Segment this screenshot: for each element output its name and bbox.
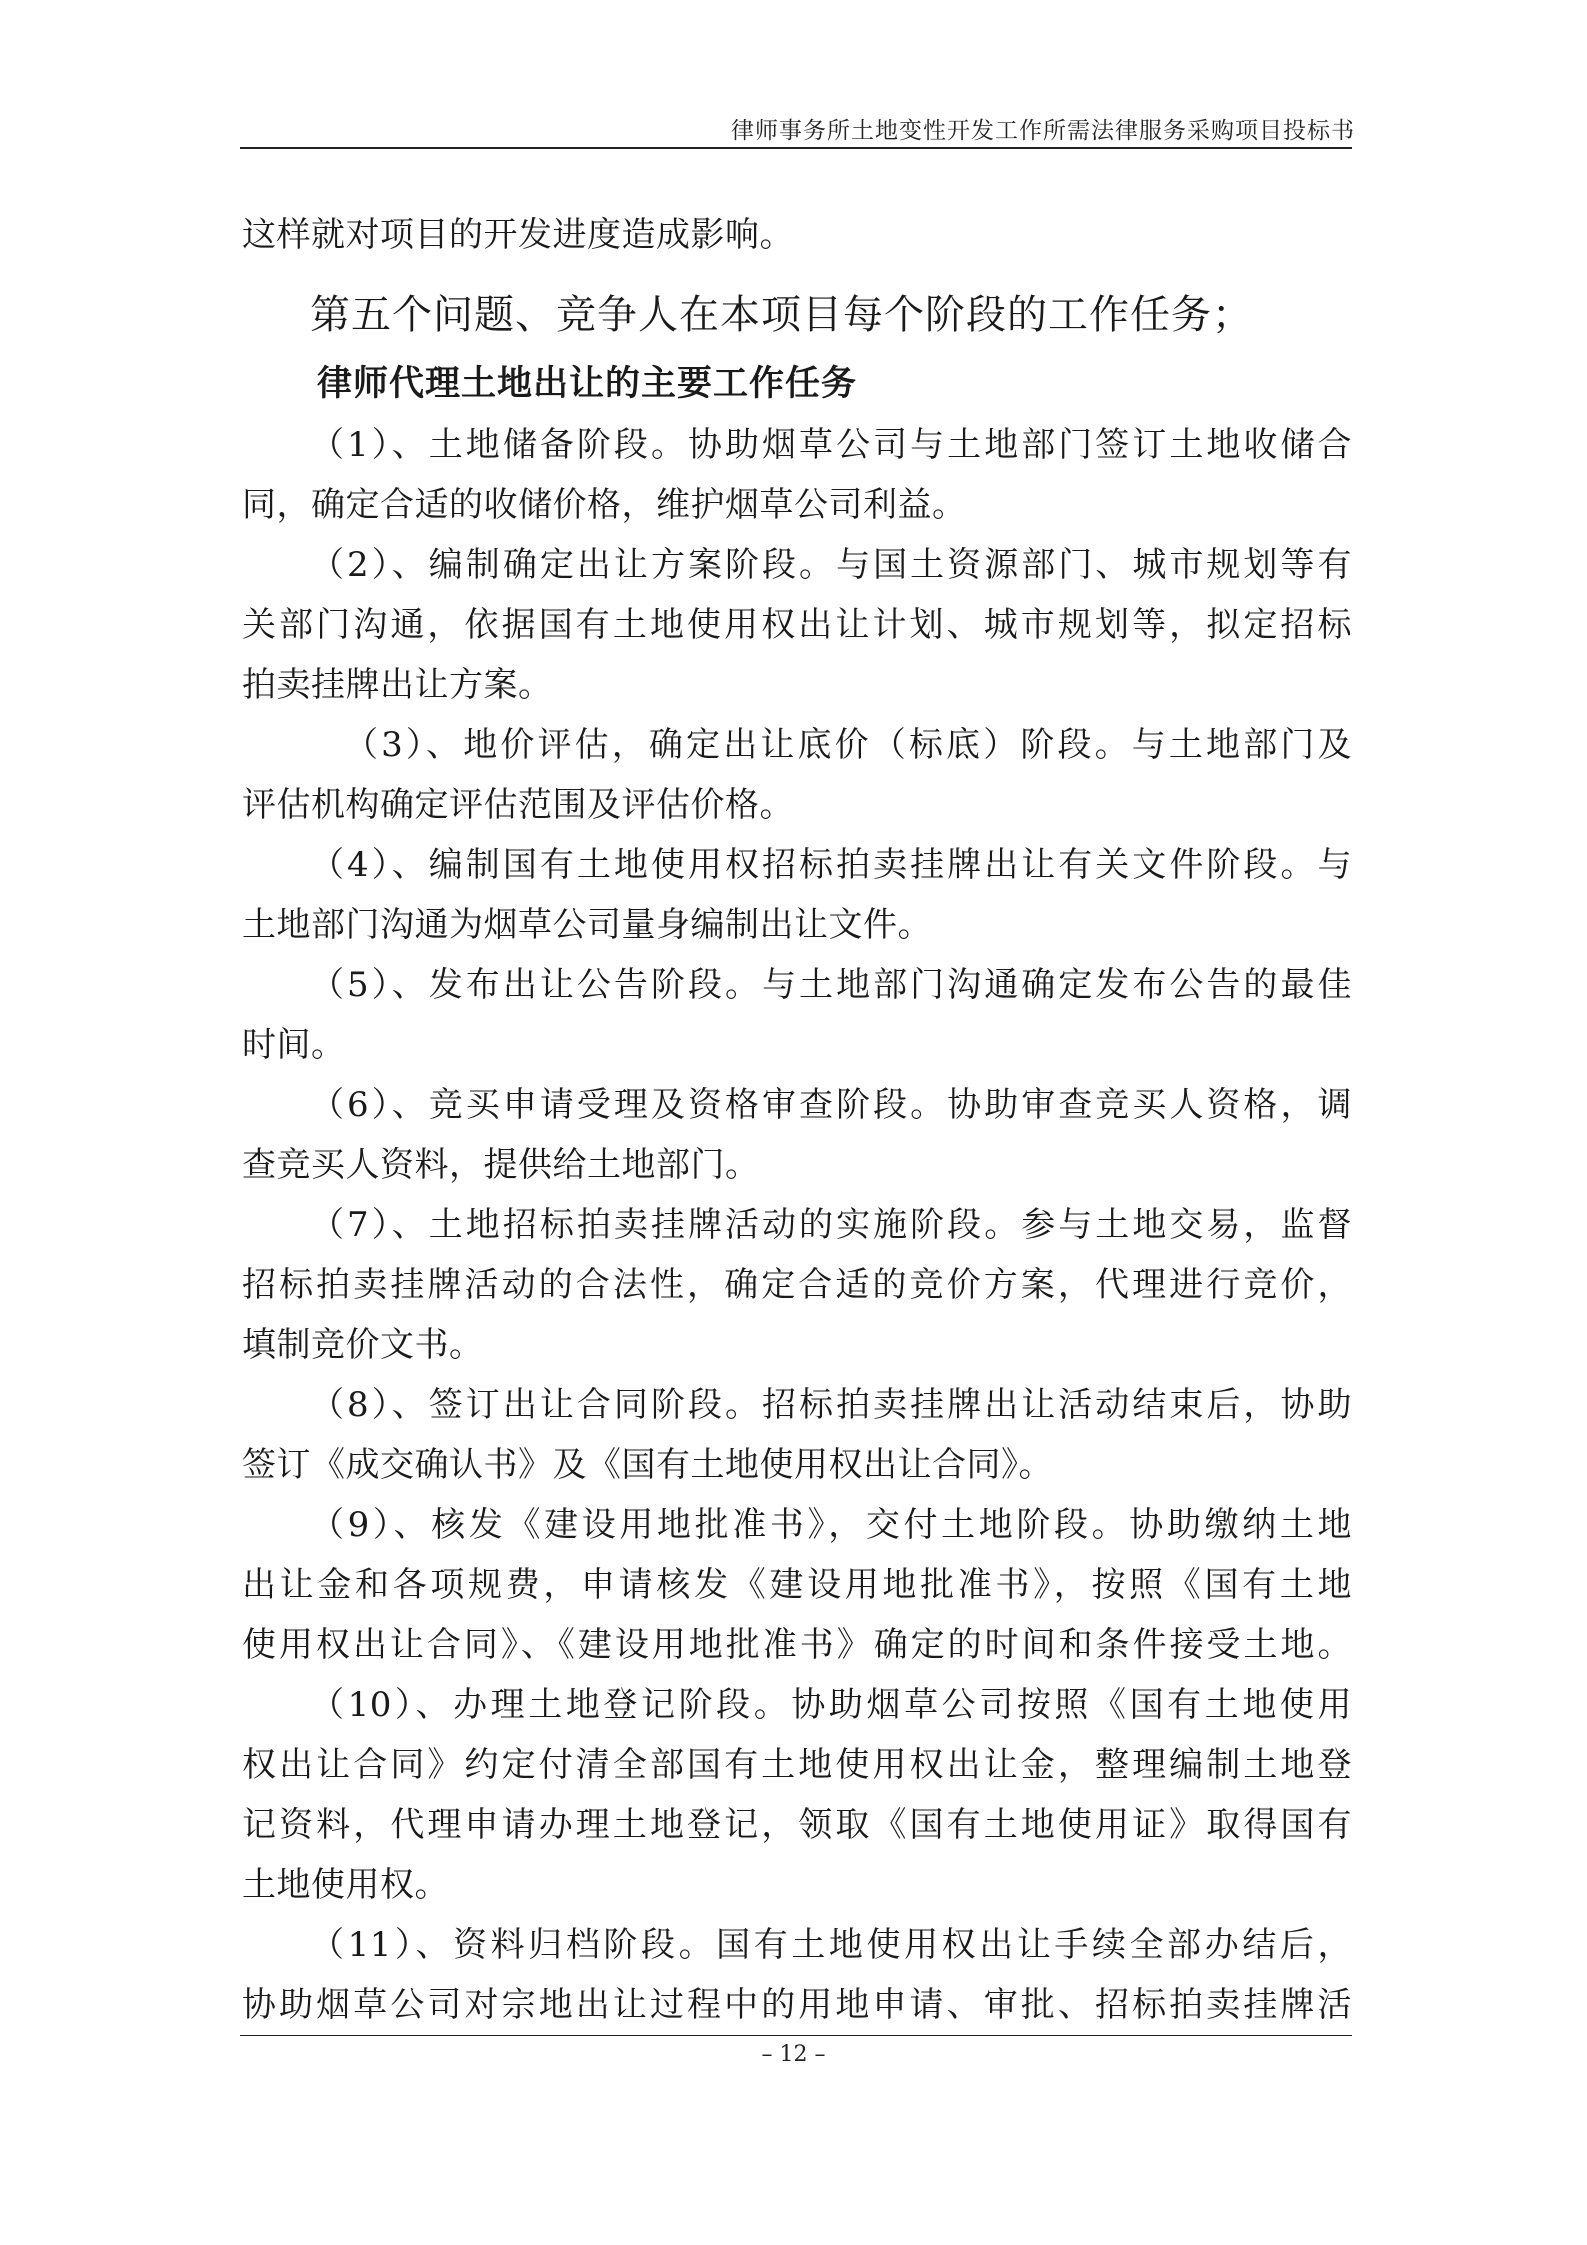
text-line: 土地使用权。 [242, 1865, 449, 1905]
header-divider [240, 147, 1352, 149]
section-subheading: 律师代理土地出让的主要工作任务 [317, 363, 858, 404]
text-line: 出让金和各项规费，申请核发《建设用地批准书》，按照《国有土地 [242, 1565, 1352, 1605]
text-line: （11）、资料归档阶段。国有土地使用权出让手续全部办结后， [310, 1925, 1352, 1965]
paragraph-5 [242, 955, 1352, 1075]
text-line: 这样就对项目的开发进度造成影响。 [242, 215, 794, 255]
text-line: （9）、核发《建设用地批准书》，交付土地阶段。协助缴纳土地 [310, 1505, 1352, 1545]
paragraph-9 [242, 1495, 1352, 1675]
footer-divider [240, 2035, 1352, 2036]
text-line: 招标拍卖挂牌活动的合法性，确定合适的竞价方案，代理进行竞价， [242, 1265, 1352, 1305]
paragraph-2 [242, 535, 1352, 715]
text-line: （1）、土地储备阶段。协助烟草公司与土地部门签订土地收储合 [310, 425, 1352, 465]
paragraph-10 [242, 1675, 1352, 1915]
text-line: （2）、编制确定出让方案阶段。与国土资源部门、城市规划等有 [310, 545, 1352, 585]
paragraph-8 [242, 1375, 1352, 1495]
text-line: 同，确定合适的收储价格，维护烟草公司利益。 [242, 485, 967, 525]
paragraph-1 [242, 415, 1352, 535]
text-line: （10）、办理土地登记阶段。协助烟草公司按照《国有土地使用 [310, 1685, 1352, 1725]
page-body [242, 205, 1352, 2035]
page-number: – 12 – [761, 2042, 826, 2067]
text-line: 填制竞价文书。 [242, 1325, 484, 1365]
running-header-title: 律师事务所土地变性开发工作所需法律服务采购项目投标书 [731, 118, 1355, 144]
text-line: 记资料，代理申请办理土地登记，领取《国有土地使用证》取得国有 [242, 1805, 1352, 1845]
paragraph-11 [242, 1915, 1352, 2035]
text-line: 关部门沟通，依据国有土地使用权出让计划、城市规划等，拟定招标 [242, 605, 1352, 645]
text-line: （6）、竞买申请受理及资格审查阶段。协助审查竞买人资格，调 [310, 1085, 1352, 1125]
text-line: 土地部门沟通为烟草公司量身编制出让文件。 [242, 905, 932, 945]
text-line: （5）、发布出让公告阶段。与土地部门沟通确定发布公告的最佳 [310, 965, 1352, 1005]
text-line: 协助烟草公司对宗地出让过程中的用地申请、审批、招标拍卖挂牌活 [242, 1985, 1352, 2025]
text-line: 使用权出让合同》、《建设用地批准书》确定的时间和条件接受土地。 [242, 1625, 1352, 1665]
paragraph-3 [242, 715, 1352, 835]
text-line: （4）、编制国有土地使用权招标拍卖挂牌出让有关文件阶段。与 [310, 845, 1352, 885]
paragraph-6 [242, 1075, 1352, 1195]
text-line: 时间。 [242, 1025, 346, 1065]
text-line: 拍卖挂牌出让方案。 [242, 665, 553, 705]
text-line: （8）、签订出让合同阶段。招标拍卖挂牌出让活动结束后，协助 [310, 1385, 1352, 1425]
section-heading: 第五个问题、竞争人在本项目每个阶段的工作任务； [310, 292, 1253, 338]
paragraph-4 [242, 835, 1352, 955]
text-line: （3）、地价评估，确定出让底价（标底）阶段。与土地部门及 [344, 725, 1352, 765]
text-line: 评估机构确定评估范围及评估价格。 [242, 785, 794, 825]
text-line: 权出让合同》约定付清全部国有土地使用权出让金，整理编制土地登 [242, 1745, 1352, 1785]
text-line: （7）、土地招标拍卖挂牌活动的实施阶段。参与土地交易，监督 [310, 1205, 1352, 1245]
paragraph-7 [242, 1195, 1352, 1375]
text-line: 签订《成交确认书》及《国有土地使用权出让合同》。 [242, 1445, 1053, 1485]
text-line: 查竞买人资料，提供给土地部门。 [242, 1145, 760, 1185]
